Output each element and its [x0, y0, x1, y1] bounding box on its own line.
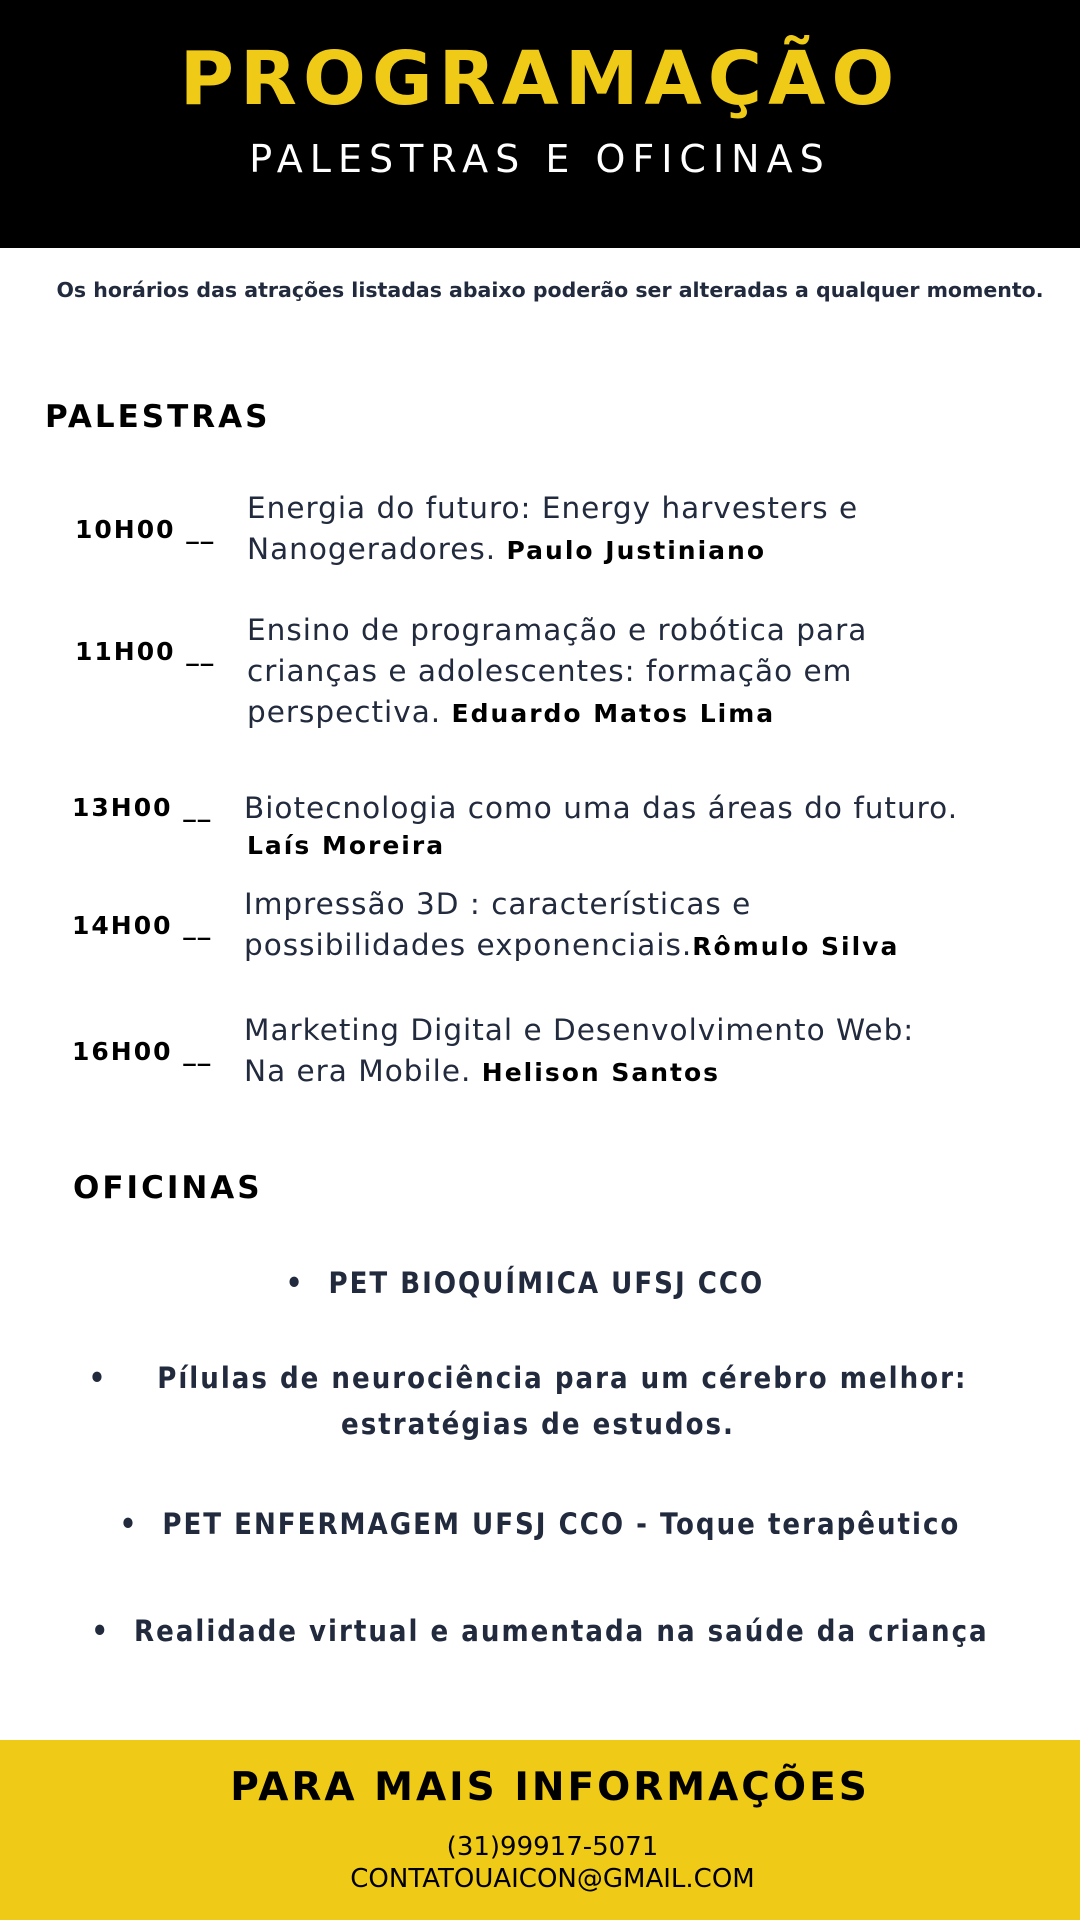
talk-title-line: Na era Mobile. Helison Santos — [244, 1054, 721, 1088]
bullet-icon: • — [91, 1614, 111, 1648]
talk-speaker: Rômulo Silva — [692, 932, 900, 961]
talk-speaker: Laís Moreira — [247, 831, 446, 860]
talk-time: 11H00 __ — [75, 637, 216, 666]
palestras-heading: PALESTRAS — [45, 399, 271, 435]
talk-title-line: Ensino de programação e robótica para — [247, 613, 868, 647]
talk-time: 10H00 __ — [75, 515, 216, 544]
talk-description — [244, 884, 899, 967]
talk-time: 16H00 __ — [72, 1037, 213, 1066]
talk-title-line: perspectiva. Eduardo Matos Lima — [247, 695, 776, 729]
contact-email: CONTATOUAICON@GMAIL.COM — [350, 1864, 755, 1894]
talk-description — [247, 488, 858, 571]
workshop-line: • PET ENFERMAGEM UFSJ CCO - Toque terapêutico — [0, 1501, 1080, 1547]
page-title: PROGRAMAÇÃO — [179, 36, 901, 122]
contact-phone: (31)99917-5071 — [446, 1832, 659, 1862]
header-banner — [0, 0, 1080, 248]
talk-description — [244, 1010, 914, 1093]
talk-speaker: Paulo Justiniano — [506, 536, 766, 565]
talk-title-line: Marketing Digital e Desenvolvimento Web: — [244, 1013, 915, 1047]
talk-time: 14H00 __ — [72, 911, 213, 940]
bullet-icon: • — [119, 1507, 139, 1541]
schedule-notice: Os horários das atrações listadas abaixo poderão ser alteradas a qualquer momento. — [56, 278, 1044, 302]
talk-time: 13H00 __ — [72, 793, 213, 822]
talk-title-line: Energia do futuro: Energy harvesters e — [247, 491, 859, 525]
talk-description — [247, 610, 867, 734]
page-subtitle: PALESTRAS E OFICINAS — [249, 137, 831, 181]
talk-title-line — [244, 826, 958, 864]
talk-title-line: Nanogeradores. Paulo Justiniano — [247, 532, 766, 566]
oficinas-heading: OFICINAS — [73, 1170, 263, 1206]
talk-title-line: Impressão 3D : características e — [244, 887, 752, 921]
workshop-line: • Pílulas de neurociência para um cérebro melhor: — [0, 1355, 1068, 1401]
bullet-icon: • — [285, 1266, 305, 1300]
workshop-item — [0, 1608, 1080, 1654]
footer-banner — [0, 1740, 1080, 1920]
talk-title-line: crianças e adolescentes: formação em — [247, 654, 853, 688]
workshop-item — [0, 1260, 1065, 1306]
footer-title: PARA MAIS INFORMAÇÕES — [230, 1765, 870, 1810]
workshop-line: • PET BIOQUÍMICA UFSJ CCO — [0, 1260, 1065, 1306]
talk-description — [244, 790, 958, 864]
workshop-line: • Realidade virtual e aumentada na saúde da criança — [0, 1608, 1080, 1654]
bullet-icon: • — [88, 1361, 108, 1395]
talk-title-line: possibilidades exponenciais.Rômulo Silva — [244, 928, 900, 962]
talk-speaker: Helison Santos — [481, 1058, 721, 1087]
talk-title-line: Biotecnologia como uma das áreas do futuro. — [244, 791, 959, 825]
workshop-line: estratégias de estudos. — [341, 1407, 735, 1441]
workshop-item — [0, 1501, 1080, 1547]
workshop-item — [0, 1355, 1068, 1447]
talk-speaker: Eduardo Matos Lima — [451, 699, 776, 728]
